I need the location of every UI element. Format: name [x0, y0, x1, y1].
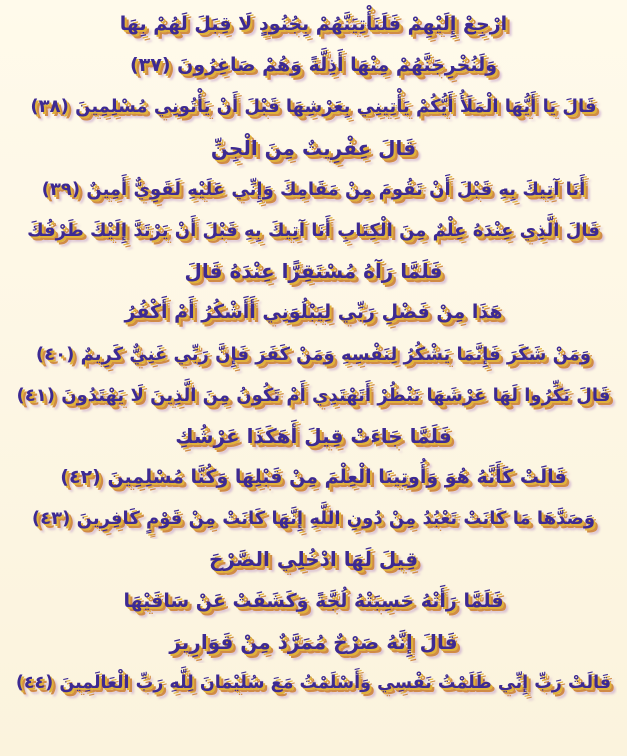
verse-line: قَالَ الَّذِي عِنْدَهُ عِلْمٌ مِنَ الْكِتَابِ أَنَا آتِيكَ بِهِ قَبْلَ أَنْ يَرْتَدَّ إِلَيْكَ طَرْفُكَ	[27, 219, 600, 241]
verse-line: وَمَنْ شَكَرَ فَإِنَّمَا يَشْكُرُ لِنَفْسِهِ وَمَنْ كَفَرَ فَإِنَّ رَبِّي غَنِيٌّ كَرِيمٌ (٤٠)	[35, 343, 592, 365]
verse-line: أَنَا آتِيكَ بِهِ قَبْلَ أَنْ تَقُومَ مِنْ مَقَامِكَ وَإِنِّي عَلَيْهِ لَقَوِيٌّ أَمِينٌ (٣٩)	[41, 178, 586, 200]
verse-line: قَالَتْ رَبِّ إِنِّي ظَلَمْتُ نَفْسِي وَأَسْلَمْتُ مَعَ سُلَيْمَانَ لِلَّهِ رَبِّ الْعَالَمِينَ (٤٤)	[15, 673, 612, 693]
verse-line: هَذَا مِنْ فَضْلِ رَبِّي لِيَبْلُوَنِي أَأَشْكُرُ أَمْ أَكْفُرُ	[124, 301, 503, 324]
verse-line: فَلَمَّا رَآهُ مُسْتَقِرًّا عِنْدَهُ قَالَ	[184, 259, 443, 284]
verse-line: فَلَمَّا جَاءَتْ قِيلَ أَهَكَذَا عَرْشُكِ	[175, 423, 452, 448]
verse-line: وَلَنُخْرِجَنَّهُمْ مِنْهَا أَذِلَّةً وَهُمْ صَاغِرُونَ (٣٧)	[129, 54, 498, 77]
verse-list	[10, 4, 617, 704]
verse-line: وَصَدَّهَا مَا كَانَتْ تَعْبُدُ مِنْ دُونِ اللَّهِ إِنَّهَا كَانَتْ مِنْ قَوْمٍ كَافِرِينَ (٤٣)	[31, 508, 596, 530]
verse-line: ارْجِعْ إِلَيْهِمْ فَلَنَأْتِيَنَّهُمْ بِجُنُودٍ لَا قِبَلَ لَهُمْ بِهَا	[119, 13, 508, 35]
verse-line: قِيلَ لَهَا ادْخُلِي الصَّرْحَ	[208, 547, 419, 572]
verse-line: قَالَتْ كَأَنَّهُ هُوَ وَأُوتِينَا الْعِلْمَ مِنْ قَبْلِهَا وَكُنَّا مُسْلِمِينَ (٤٢)	[60, 466, 567, 489]
verse-line: قَالَ إِنَّهُ صَرْحٌ مُمَرَّدٌ مِنْ قَوَارِيرَ	[169, 629, 458, 654]
verse-line: قَالَ عِفْرِيتٌ مِنَ الْجِنِّ	[210, 135, 417, 160]
verse-line: قَالَ نَكِّرُوا لَهَا عَرْشَهَا نَنْظُرْ أَتَهْتَدِي أَمْ تَكُونُ مِنَ الَّذِينَ لَا يَهْتَدُونَ (٤١)	[16, 384, 611, 406]
verse-line: قَالَ يَا أَيُّهَا الْمَلَأُ أَيُّكُمْ يَأْتِينِي بِعَرْشِهَا قَبْلَ أَنْ يَأْتُونِي مُسْلِمِينَ (٣٨)	[30, 96, 597, 118]
verse-line: فَلَمَّا رَأَتْهُ حَسِبَتْهُ لُجَّةً وَكَشَفَتْ عَنْ سَاقَيْهَا	[123, 589, 504, 612]
